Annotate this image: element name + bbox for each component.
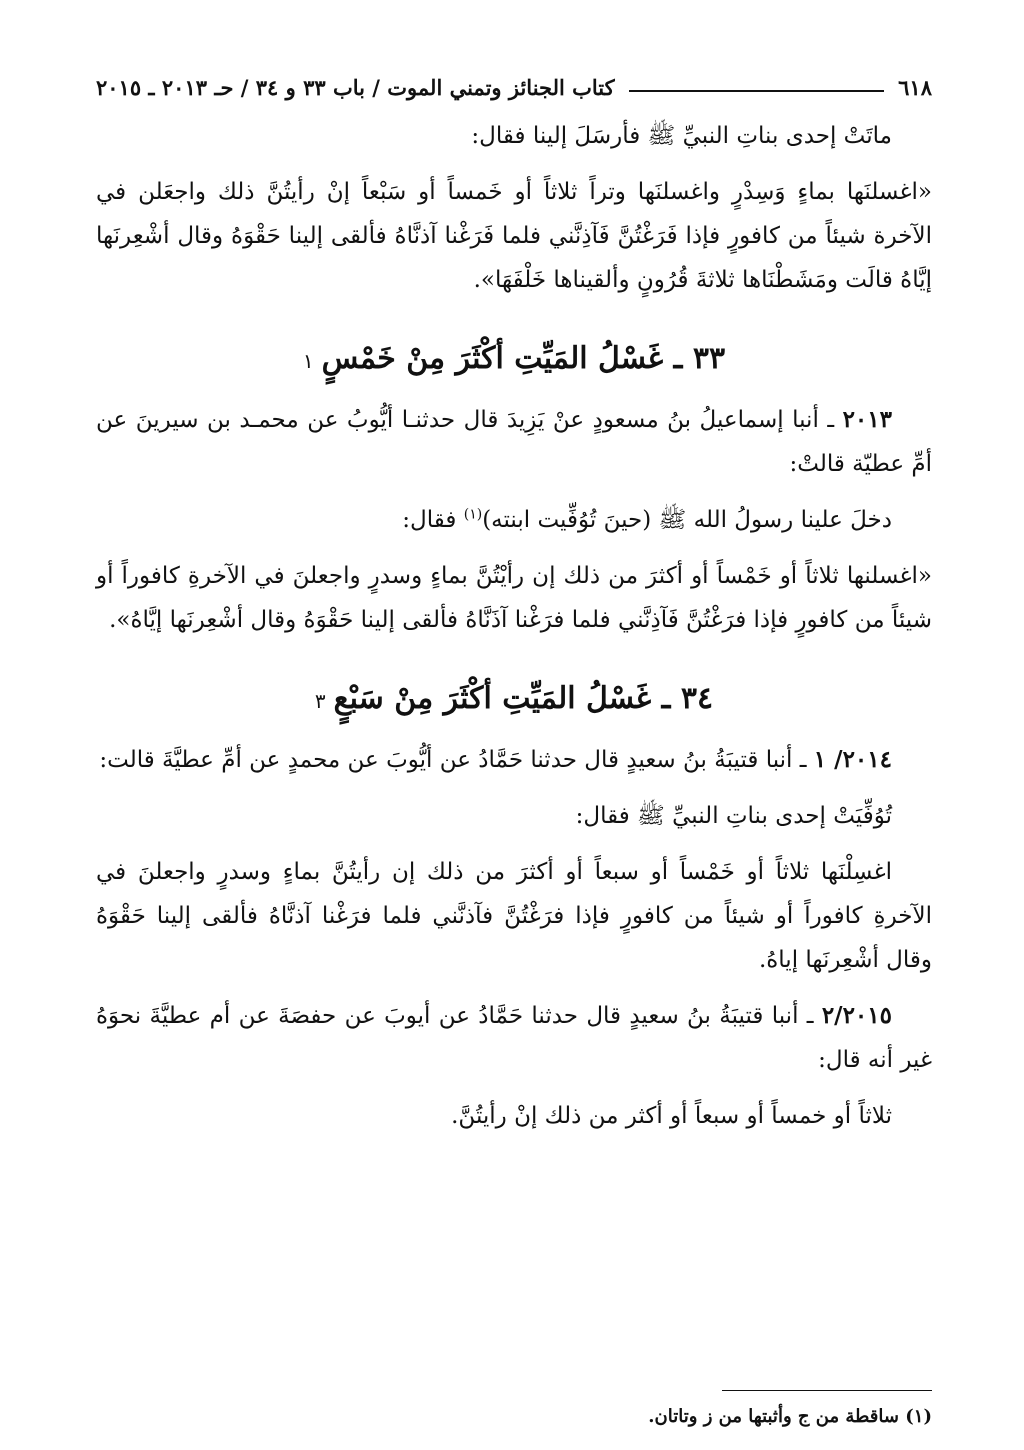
- section-heading-text: ٣٤ ـ غَسْلُ المَيِّتِ أكْثَرَ مِنْ سَبْعٍ: [333, 681, 714, 716]
- hadith-number: ٢٠١٤/ ١: [813, 746, 892, 773]
- hadith-2015: [96, 994, 932, 1082]
- section-heading-text: ٣٣ ـ غَسْلُ المَيِّتِ أكْثَرَ مِنْ خَمْسٍ: [321, 341, 726, 376]
- main-text: [96, 114, 932, 1138]
- hadith-number: ٢٠١٣: [842, 406, 892, 433]
- hadith-text: ـ أنبا قتيبَةُ بنُ سعيدٍ قال حدثنا حَمَّادُ عن أيوبَ عن حفصَةَ عن أم عطيَّةَ نحوَهُ غير أنه قال:: [96, 1003, 932, 1073]
- footnotes: [96, 1390, 932, 1431]
- section-heading-reference: ٣: [314, 689, 326, 713]
- hadith-text: ـ أنبا إسماعيلُ بنُ مسعودٍ عنْ يَزِيدَ قال حدثنـا أيُّوبُ عن محمـد بن سيرينَ عن أمِّ عطيّة قالتْ:: [96, 407, 932, 477]
- document-page: [96, 60, 932, 1450]
- section-heading-34: [96, 676, 932, 724]
- section-heading-33: [96, 336, 932, 384]
- paragraph: [96, 498, 932, 542]
- paragraph-text: فقال:: [402, 507, 464, 533]
- hadith-text: ـ أنبا قتيبَةُ بنُ سعيدٍ قال حدثنا حَمَّادُ عن أيُّوبَ عن محمدٍ عن أمِّ عطيَّةَ قالت:: [99, 747, 807, 773]
- hadith-2013: [96, 398, 932, 486]
- paragraph: تُوُفِّيَتْ إحدى بناتِ النبيِّ ﷺ فقال:: [575, 803, 892, 829]
- paragraph-text: دخلَ علينا رسولُ الله ﷺ (حينَ تُوُفِّيت ابنته): [482, 507, 892, 533]
- paragraph: ثلاثاً أو خمساً أو سبعاً أو أكثر من ذلك إنْ رأيتُنَّ.: [451, 1103, 892, 1129]
- footnote-text: ساقطة من ج وأثبتها من ز وتاتان.: [648, 1406, 899, 1427]
- hadith-number: ٢/٢٠١٥: [821, 1002, 892, 1029]
- page-number: ٦١٨: [898, 75, 932, 100]
- footnote: [96, 1403, 932, 1431]
- paragraph: «اغسلنها ثلاثاً أو خَمْساً أو أكثرَ من ذلك إن رأيْتُنَّ بماءٍ وسدرٍ واجعلنَ في الآخرةِ كافوراً أو شيئاً من كافورٍ فإذا فرَغْتُنَّ فَآذِنَّني فلما فرَغْنا آذَنَّاهُ فألقى إلينا حَقْوَهُ وقال أشْعِرنَها إيَّاهُ».: [96, 563, 932, 633]
- footnote-reference: (١): [463, 506, 483, 523]
- footnote-marker: (١): [905, 1406, 932, 1427]
- paragraph: ماتَتْ إحدى بناتِ النبيِّ ﷺ فأرسَلَ إلينا فقال:: [471, 123, 892, 149]
- section-heading-reference: ١: [302, 349, 314, 373]
- paragraph: «اغسلنَها بماءٍ وَسِدْرٍ واغسلنَها وتراً ثلاثاً أو خَمساً أو سَبْعاً إنْ رأيتُنَّ ذلك واجعَلن في الآخرة شيئاً من كافورٍ فإذا فَرَغْتُنَّ فَآذِنَّني فلما فَرَغْنا آذنَّاهُ فألقى إلينا حَقْوَهُ وقال أشْعِرنَها إيَّاهُ قالَت ومَشَطْنَاها ثلاثةَ قُرُونٍ وألقيناها خَلْفَهَا».: [96, 179, 932, 293]
- footnote-rule: [722, 1390, 932, 1391]
- running-title: كتاب الجنائز وتمني الموت / باب ٣٣ و ٣٤ / حـ ٢٠١٣ ـ ٢٠١٥: [96, 75, 615, 100]
- hadith-2014: [96, 738, 932, 782]
- page-header: [96, 60, 932, 100]
- paragraph: اغسِلْنَها ثلاثاً أو خَمْساً أو سبعاً أو أكثرَ من ذلك إن رأيتُنَّ بماءٍ وسدرٍ واجعلنَ في الآخرةِ كافوراً أو شيئاً من كافورٍ فإذا فرَغْتُنَّ فآذنَّني فلما فرَغْنا آذنَّاهُ فألقى إلينا حَقْوَهُ وقال أشْعِرنَها إياهُ.: [96, 859, 932, 973]
- header-rule: [629, 90, 885, 92]
